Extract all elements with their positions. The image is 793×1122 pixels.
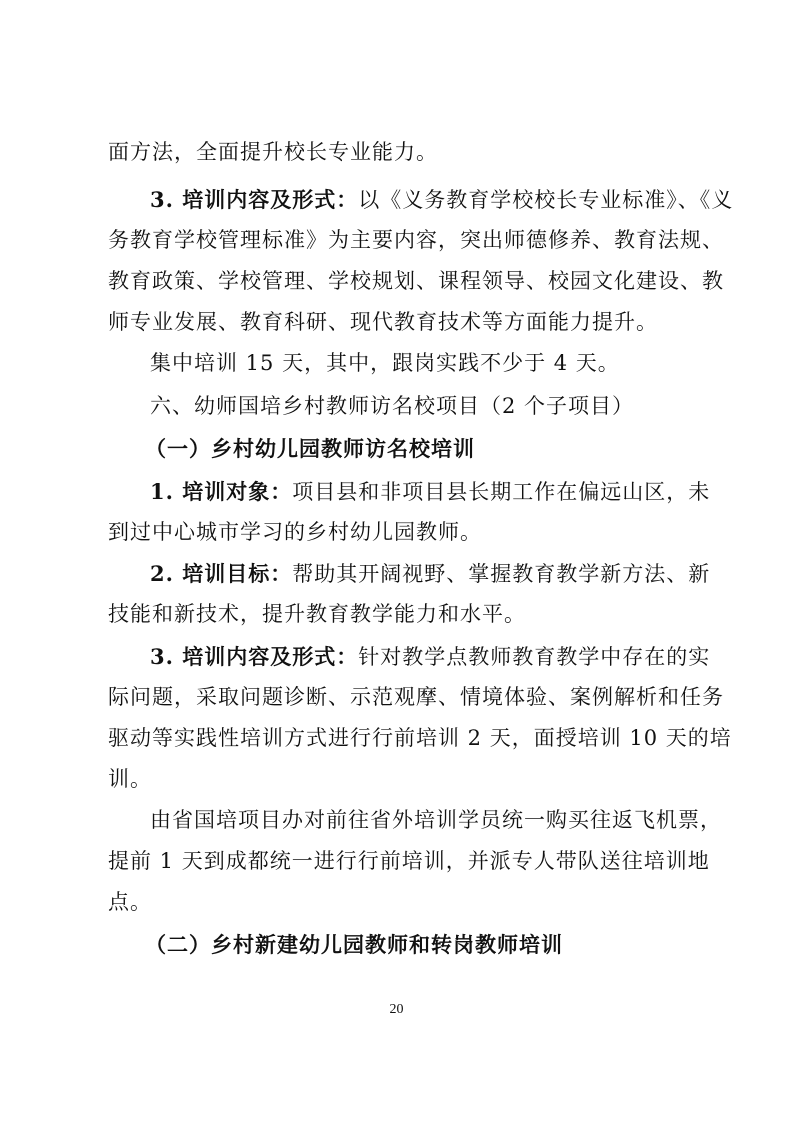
item-text: 以《义务教育学校校长专业标准》、《义 bbox=[358, 188, 734, 212]
item-text: 项目县和非项目县长期工作在偏远山区，未 bbox=[292, 480, 711, 504]
paragraph-line bbox=[150, 479, 711, 504]
paragraph-line: 教育政策、学校管理、学校规划、课程领导、校园文化建设、教 bbox=[108, 269, 724, 293]
item-label: 3. 培训内容及形式： bbox=[150, 644, 359, 669]
paragraph-line: 务教育学校管理标准》为主要内容，突出师德修养、教育法规、 bbox=[108, 228, 724, 252]
subsection-heading: （二）乡村新建幼儿园教师和转岗教师培训 bbox=[145, 932, 563, 957]
paragraph-line bbox=[150, 187, 734, 212]
subsection-heading: （一）乡村幼儿园教师访名校培训 bbox=[145, 436, 475, 461]
paragraph-line: 提前 1 天到成都统一进行行前培训，并派专人带队送往培训地 bbox=[108, 849, 710, 873]
section-heading: 六、幼师国培乡村教师访名校项目（2 个子项目） bbox=[150, 394, 635, 418]
paragraph-line: 训。 bbox=[108, 767, 152, 791]
paragraph-line: 际问题，采取问题诊断、示范观摩、情境体验、案例解析和任务 bbox=[108, 685, 724, 709]
paragraph-line: 集中培训 15 天，其中，跟岗实践不少于 4 天。 bbox=[150, 351, 620, 375]
page-number: 20 bbox=[389, 1002, 404, 1017]
item-text: 帮助其开阔视野、掌握教育教学新方法、新 bbox=[292, 562, 711, 586]
paragraph-line: 点。 bbox=[108, 890, 152, 914]
item-text: 针对教学点教师教育教学中存在的实 bbox=[358, 645, 711, 669]
item-label: 2. 培训目标： bbox=[150, 561, 293, 586]
paragraph-line: 由省国培项目办对前往省外培训学员统一购买往返飞机票， bbox=[150, 808, 722, 832]
item-label: 1. 培训对象： bbox=[150, 479, 293, 504]
paragraph-line: 驱动等实践性培训方式进行行前培训 2 天，面授培训 10 天的培 bbox=[108, 726, 732, 750]
paragraph-line: 到过中心城市学习的乡村幼儿园教师。 bbox=[108, 520, 482, 544]
paragraph-line: 师专业发展、教育科研、现代教育技术等方面能力提升。 bbox=[108, 310, 658, 334]
paragraph-line: 面方法，全面提升校长专业能力。 bbox=[108, 140, 438, 164]
paragraph-line bbox=[150, 561, 711, 586]
paragraph-line bbox=[150, 644, 711, 669]
paragraph-line: 技能和新技术，提升教育教学能力和水平。 bbox=[108, 602, 526, 626]
item-label: 3. 培训内容及形式： bbox=[150, 187, 359, 212]
